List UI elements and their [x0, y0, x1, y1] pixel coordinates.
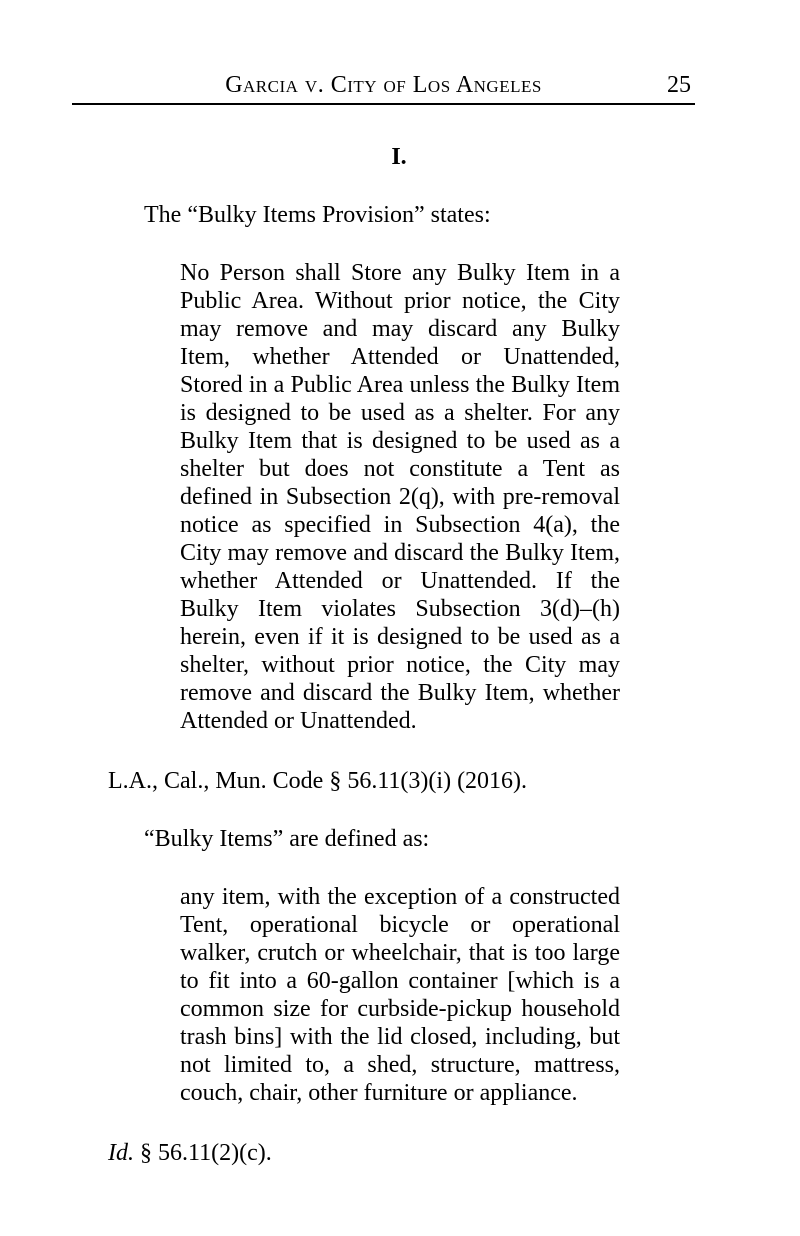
section-heading: I.	[391, 144, 407, 170]
running-header	[72, 72, 695, 105]
intro-paragraph: The “Bulky Items Provision” states:	[144, 202, 491, 228]
opinion-body	[108, 143, 690, 1167]
definition-paragraph: “Bulky Items” are defined as:	[144, 826, 430, 852]
page-number: 25	[667, 72, 691, 98]
citation-id-section: § 56.11(2)(c).	[134, 1140, 272, 1166]
blockquote-bulky-items-definition: any item, with the exception of a constructed Tent, operational bicycle or operational walker, crutch or wheelchair, that is too large to fit into a 60-gallon container [which is a common size for curbside-pickup household trash bins] with the lid closed, including, but not limited to, a shed, structure, mattress, couch, chair, other furniture or appliance.	[180, 884, 620, 1106]
citation-mun-code: L.A., Cal., Mun. Code § 56.11(3)(i) (2016).	[108, 768, 528, 794]
case-name: Garcia v. City of Los Angeles	[225, 72, 542, 98]
blockquote-bulky-items-provision: No Person shall Store any Bulky Item in a Public Area. Without prior notice, the City may remove and may discard any Bulky Item, whether Attended or Unattended, Stored in a Public Area unless the Bulky Item is designed to be used as a shelter. For any Bulky Item that is designed to be used as a shelter but does not constitute a Tent as defined in Subsection 2(q), with pre-removal notice as specified in Subsection 4(a), the City may remove and discard the Bulky Item, whether Attended or Unattended. If the Bulky Item violates Subsection 3(d)–(h) herein, even if it is designed to be used as a shelter, without prior notice, the City may remove and discard the Bulky Item, whether Attended or Unattended.	[180, 260, 620, 734]
citation-id	[108, 1139, 690, 1167]
citation-id-signal: Id.	[108, 1140, 134, 1166]
